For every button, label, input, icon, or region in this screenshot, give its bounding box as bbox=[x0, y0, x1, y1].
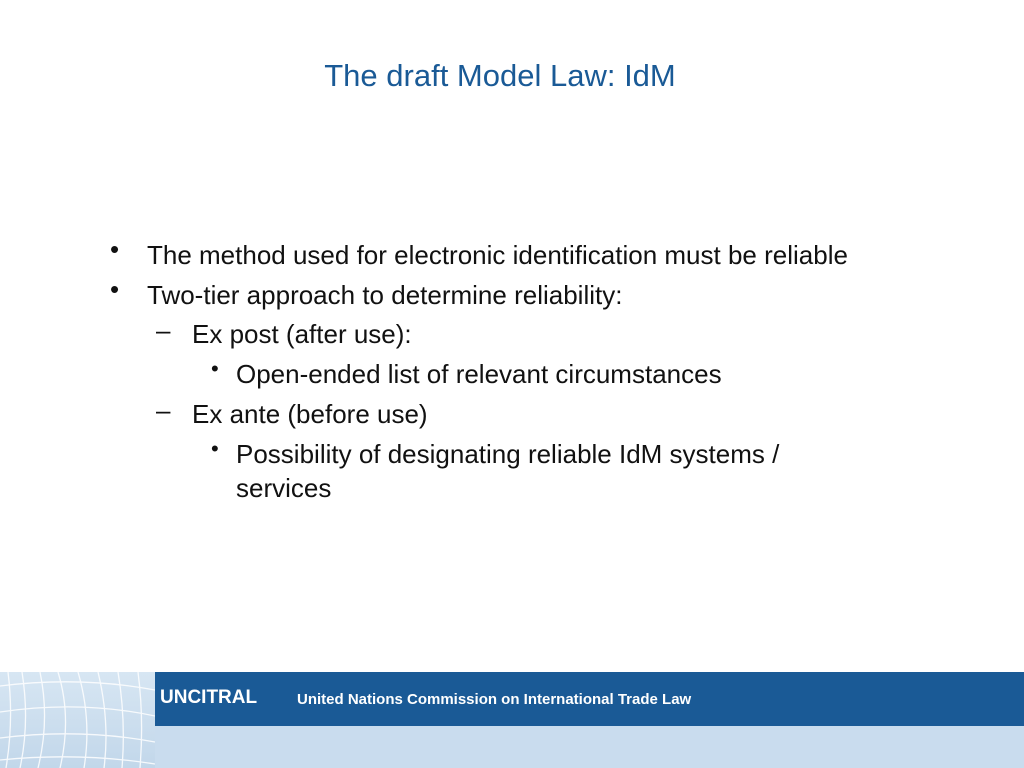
dash-marker: – bbox=[156, 395, 171, 425]
slide-title: The draft Model Law: IdM bbox=[324, 58, 676, 93]
bullet-marker: • bbox=[211, 356, 219, 381]
sub-sub-bullet-text: Open-ended list of relevant circumstances bbox=[236, 359, 722, 389]
sub-bullet-text: Ex ante (before use) bbox=[192, 399, 428, 429]
footer-brand: UNCITRAL bbox=[160, 687, 258, 708]
sub-bullet-item bbox=[156, 395, 428, 431]
dash-marker: – bbox=[156, 315, 171, 345]
footer-banner bbox=[0, 672, 1024, 768]
globe-graphic bbox=[0, 672, 155, 768]
bullet-marker: • bbox=[110, 234, 120, 264]
bullet-marker: • bbox=[211, 436, 219, 461]
bullet-item bbox=[110, 234, 848, 272]
sub-sub-bullet-text: Possibility of designating reliable IdM systems / services bbox=[236, 439, 780, 503]
footer-organization: United Nations Commission on International Trade Law bbox=[297, 691, 692, 708]
bullet-item bbox=[110, 274, 623, 312]
bullet-marker: • bbox=[110, 274, 120, 304]
sub-bullet-item bbox=[156, 315, 412, 351]
globe-lines-icon bbox=[0, 672, 155, 768]
sub-sub-bullet-item bbox=[211, 356, 722, 391]
bullet-text: Two-tier approach to determine reliability: bbox=[147, 280, 623, 310]
sub-bullet-text: Ex post (after use): bbox=[192, 319, 412, 349]
bullet-text: The method used for electronic identification must be reliable bbox=[147, 240, 848, 270]
sub-sub-bullet-item bbox=[211, 436, 836, 505]
